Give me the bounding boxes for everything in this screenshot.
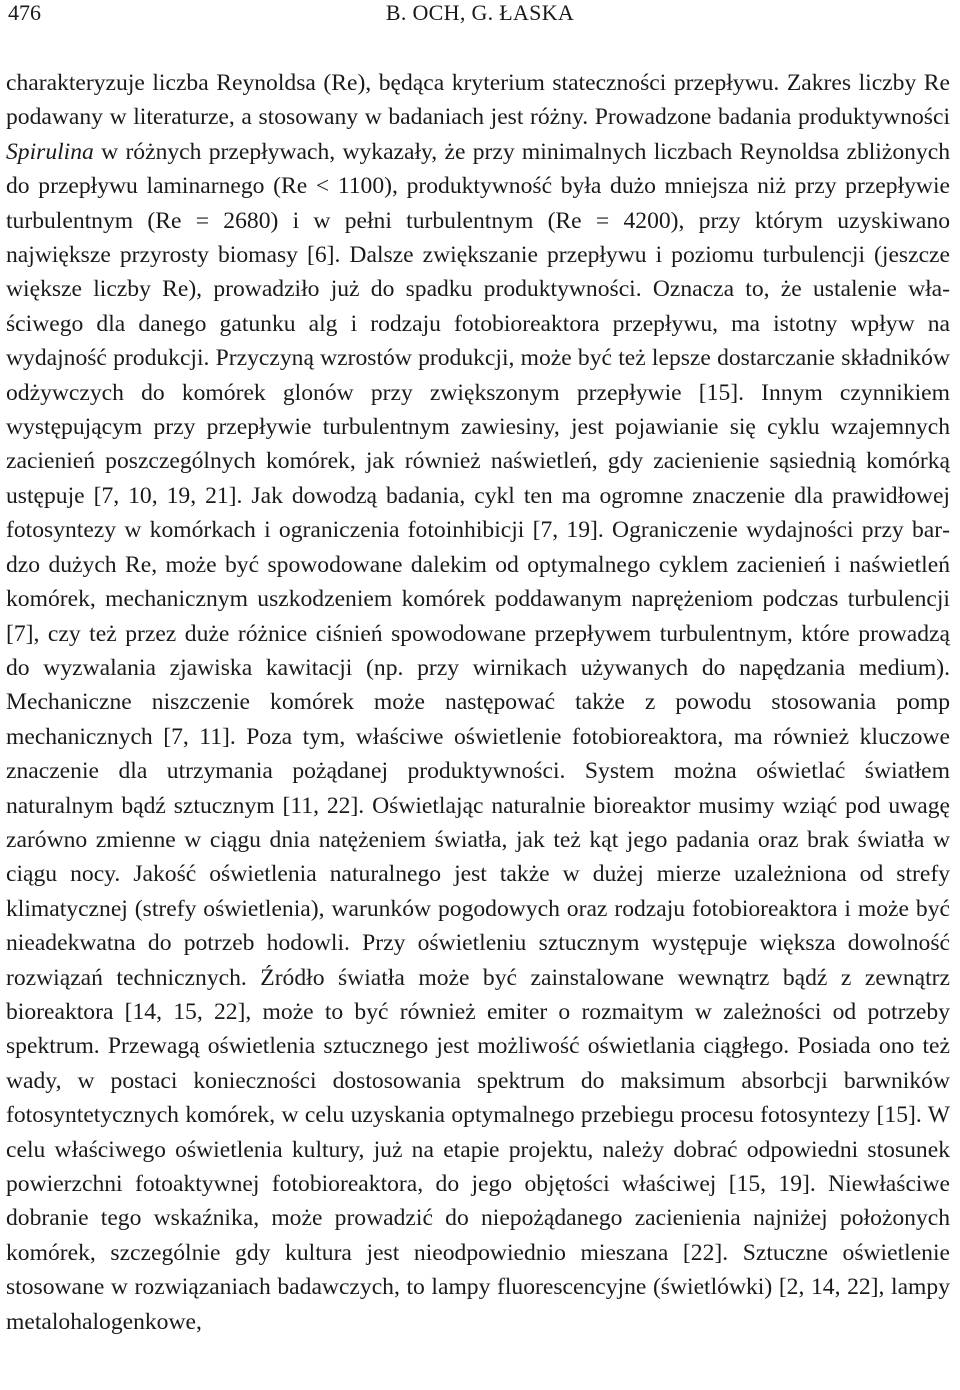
body-text-part2: w różnych przepływach, wykazały, że przy minimalnych liczbach Reynoldsa zbliżonych do przepływu laminarnego (Re < 1100), produktywność była dużo mniejsza niż przy przepływie turbulentnym (Re = 2680) i w pełni turbulentnym (Re = 4200), przy którym uzyskiwano największe przyrosty biomasy [6]. Dalsze zwiększanie przepływu i poziomu turbulencji (jeszcze większe liczby Re), prowadziło już do spadku produktywności. Oznacza to, że ustalenie właściwego dla danego gatunku alg i rodzaju fotobioreaktora przepływu, ma istotny wpływ na wydajność produkcji. Przyczyną wzrostów produkcji, może być też lepsze dostarczanie składników odżywczych do komórek glonów przy zwiększonym przepływie [15]. Innym czynnikiem występującym przy przepływie turbulentnym zawiesiny, jest pojawianie się cyklu wzajemnych zacienień poszczególnych komórek, jak również naświetleń, gdy zacienienie sąsiednią komórką ustępuje [7, 10, 19, 21]. Jak dowodzą badania, cykl ten ma ogromne znaczenie dla prawidłowej fotosyntezy w komórkach i ograniczenia fotoinhibicji [7, 19]. Ograniczenie wydajności przy bardzo dużych Re, może być spowodowane dalekim od optymalnego cyklem zacienień i naświetleń komórek, mechanicznym uszkodzeniem komórek poddawanym naprężeniom podczas turbulencji [7], czy też przez duże różnice ciśnień spowodowane przepływem turbulentnym, które prowadzą do wyzwalania zjawiska kawitacji (np. przy wirnikach używanych do napędzania medium). Mechaniczne niszczenie komórek może następować także z powodu stosowania pomp mechanicznych [7, 11]. Poza tym, właściwe oświetlenie fotobioreaktora, ma również kluczowe znaczenie dla utrzymania pożądanej produktywności. System można oświetlać światłem naturalnym bądź sztucznym [11, 22]. Oświetlając naturalnie bioreaktor musimy wziąć pod uwagę zarówno zmienne w ciągu dnia natężeniem światła, jak też kąt jego padania oraz brak światła w ciągu nocy. Jakość oświetlenia naturalnego jest także w dużej mierze uzależniona od strefy klimatycznej (strefy oświetlenia), warunków pogodowych oraz rodzaju fotobioreaktora i może być nieadekwatna do potrzeb hodowli. Przy oświetleniu sztucznym występuje większa dowolność rozwiązań technicznych. Źródło światła może być zainstalowane wewnątrz bądź z zewnątrz bioreaktora [14, 15, 22], może to być również emiter o rozmaitym w zależności od potrzeby spektrum. Przewagą oświetlenia sztucznego jest możliwość oświetlania ciągłego. Posiada ono też wady, w postaci konieczności dostosowania spektrum do maksimum absorbcji barwników fotosyntetycznych komórek, w celu uzyskania optymalnego przebiegu procesu fotosyntezy [15]. W celu właściwego oświetlenia kultury, już na etapie projektu, należy dobrać odpowiedni stosunek powierzchni fotoaktywnej fotobioreaktora, do jego objętości właściwej [15, 19]. Niewłaściwe dobranie tego wskaźnika, może prowadzić do niepożądanego zacienienia najniżej położonych komórek, szczególnie gdy kultura jest nieodpowiednio mieszana [22]. Sztuczne oświetlenie stosowane w rozwiązaniach badawczych, to lampy fluorescencyjne (świetlówki) [2, 14, 22], lampy metalohalogenkowe, xyxy=(6,138,950,1335)
body-text-part1: charakteryzuje liczba Reynoldsa (Re), będąca kryterium stateczności przepływu. Zakres liczby Re podawany w literaturze, a stosowany w badaniach jest różny. Prowadzone badania produktywności xyxy=(6,70,950,131)
body-paragraph xyxy=(6,66,954,1339)
running-header-authors: B. OCH, G. ŁASKA xyxy=(385,0,575,25)
page-number: 476 xyxy=(8,0,41,25)
running-header xyxy=(6,0,954,40)
italic-species-name: Spirulina xyxy=(6,138,94,165)
